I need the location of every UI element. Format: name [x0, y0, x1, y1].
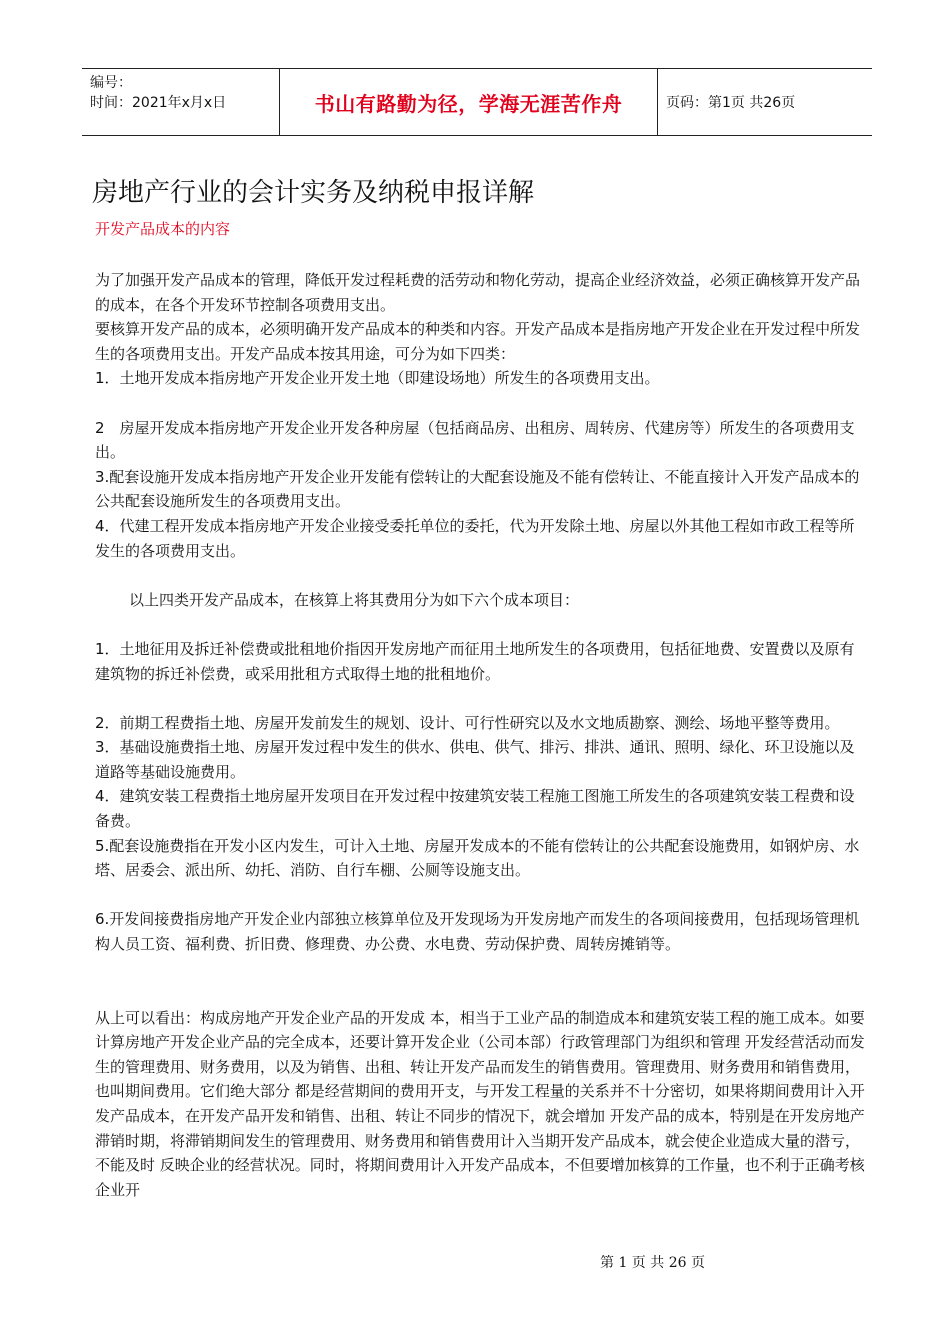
section-subtitle: 开发产品成本的内容 — [95, 220, 231, 238]
paragraph: 6.开发间接费指房地产开发企业内部独立核算单位及开发现场为开发房地产而发生的各项间接费用，包括现场管理机构人员工资、福利费、折旧费、修理费、办公费、水电费、劳动保护费、周转房摊销等。 — [95, 910, 860, 954]
header-motto: 书山有路勤为径，学海无涯苦作舟 — [280, 69, 658, 135]
document-title: 房地产行业的会计实务及纳税申报详解 — [92, 178, 535, 208]
paragraph: 1．土地征用及拆迁补偿费或批租地价指因开发房地产而征用土地所发生的各项费用，包括征地费、安置费以及原有建筑物的拆迁补偿费，或采用批租方式取得土地的批租地价。 — [95, 639, 855, 683]
document-body — [95, 268, 865, 1202]
paragraph: 3．基础设施费指土地、房屋开发过程中发生的供水、供电、供气、排污、排洪、通讯、照明、绿化、环卫设施以及道路等基础设施费用。 — [95, 738, 855, 781]
page-footer: 第 1 页 共 26 页 — [600, 1255, 705, 1271]
paragraph: 4．建筑安装工程费指土地房屋开发项目在开发过程中按建筑安装工程施工图施工所发生的各项建筑安装工程费和设备费。 — [95, 787, 855, 831]
paragraph: 5.配套设施费指在开发小区内发生，可计入土地、房屋开发成本的不能有偿转让的公共配套设施费用，如钢炉房、水塔、居委会、派出所、幼托、消防、自行车棚、公厕等设施支出。 — [95, 836, 860, 880]
paragraph: 要核算开发产品的成本，必须明确开发产品成本的种类和内容。开发产品成本是指房地产开发企业在开发过程中所发生的各项费用支出。开发产品成本按其用途，可分为如下四类： — [95, 320, 861, 363]
header-meta — [82, 69, 280, 135]
time-label: 时间：2021年x月x日 — [90, 95, 227, 111]
header-page-info: 页码：第1页 共26页 — [666, 95, 796, 111]
page-header — [82, 68, 872, 136]
paragraph: 3.配套设施开发成本指房地产开发企业开发能有偿转让的大配套设施及不能有偿转让、不能直接计入开发产品成本的公共配套设施所发生的各项费用支出。 — [95, 467, 860, 511]
number-label: 编号： — [90, 75, 132, 91]
paragraph: 从上可以看出：构成房地产开发企业产品的开发成 本，相当于工业产品的制造成本和建筑安装工程的施工成本。如要计算房地产开发企业产品的完全成本，还要计算开发企业（公司本部）行政管理部门为组织和管理 开发经营活动而发生的管理费用、财务费用，以及为销售、出租、转让开发产品而发生的销售费用。管理费用、财务费用和销售费用，也叫期间费用。它们绝大部分 都是经营期间的费用开支，与开发工程量的关系并不十分密切，如果将期间费用计入开发产品成本，在开发产品开发和销售、出租、转让不同步的情况下，就会增加 开发产品的成本，特别是在开发房地产滞销时期，将滞销期间发生的管理费用、财务费用和销售费用计入当期开发产品成本，就会使企业造成大量的潜亏，不能及时 反映企业的经营状况。同时，将期间费用计入开发产品成本，不但要增加核算的工作量，也不利于正确考核企业开 — [95, 1008, 865, 1199]
paragraph: 1．土地开发成本指房地产开发企业开发土地（即建设场地）所发生的各项费用支出。 — [95, 369, 660, 388]
paragraph: 为了加强开发产品成本的管理，降低开发过程耗费的活劳动和物化劳动，提高企业经济效益，必须正确核算开发产品的成本，在各个开发环节控制各项费用支出。 — [95, 271, 861, 314]
paragraph: 4．代建工程开发成本指房地产开发企业接受委托单位的委托，代为开发除土地、房屋以外其他工程如市政工程等所发生的各项费用支出。 — [95, 516, 855, 560]
paragraph: 2．前期工程费指土地、房屋开发前发生的规划、设计、可行性研究以及水文地质勘察、测绘、场地平整等费用。 — [95, 713, 840, 732]
paragraph: 以上四类开发产品成本，在核算上将其费用分为如下六个成本项目： — [129, 590, 580, 609]
paragraph: 2 房屋开发成本指房地产开发企业开发各种房屋（包括商品房、出租房、周转房、代建房等）所发生的各项费用支出。 — [95, 418, 855, 462]
